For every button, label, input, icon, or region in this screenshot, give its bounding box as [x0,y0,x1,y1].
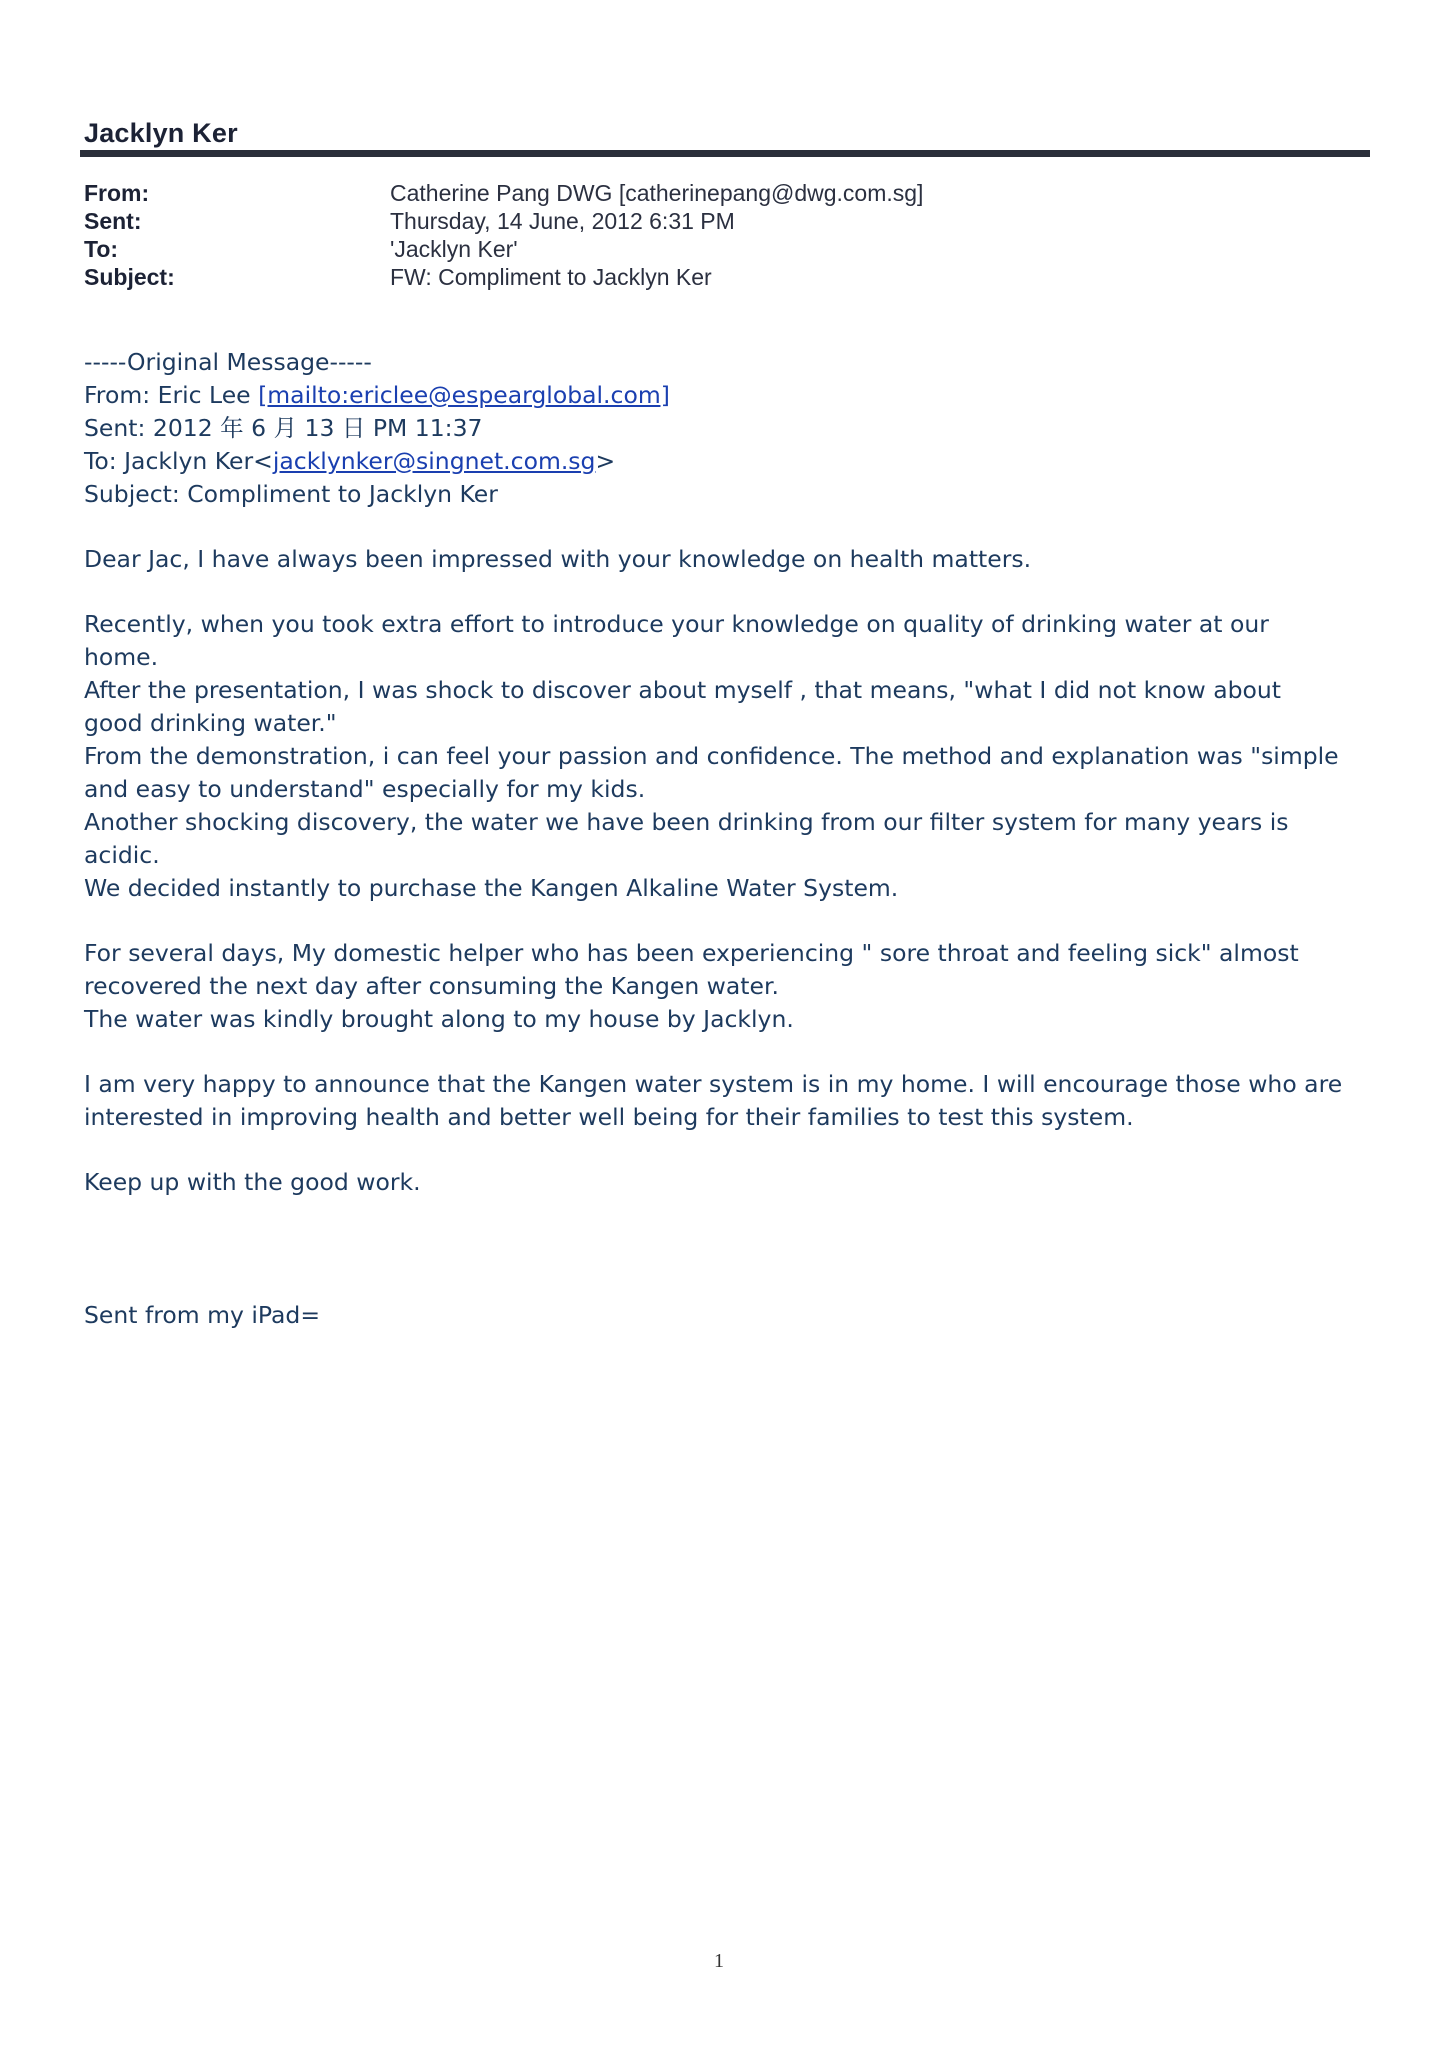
body-paragraph-2-line: home. [84,643,159,671]
to-value: 'Jacklyn Ker' [390,236,518,262]
body-paragraph-2-line: From the demonstration, i can feel your passion and confidence. The method and explanation was "simple [84,742,1339,770]
body-paragraph-2-line: Recently, when you took extra effort to introduce your knowledge on quality of drinking water at our [84,610,1269,638]
body-paragraph-3-line: For several days, My domestic helper who has been experiencing " sore throat and feeling sick" almost [84,939,1299,967]
original-from-prefix: From: Eric Lee [84,381,259,409]
original-to-email-link[interactable]: jacklynker@singnet.com.sg [272,447,596,475]
from-label: From: [84,180,150,206]
subject-value: FW: Compliment to Jacklyn Ker [390,264,712,290]
body-paragraph-3-line: recovered the next day after consuming the Kangen water. [84,972,779,1000]
body-paragraph-2-line: After the presentation, I was shock to discover about myself , that means, "what I did not know about [84,676,1281,704]
sent-value: Thursday, 14 June, 2012 6:31 PM [390,208,735,234]
body-paragraph-1: Dear Jac, I have always been impressed with your knowledge on health matters. [84,545,1032,573]
email-body [84,346,1374,1332]
header-subject-row [84,264,1334,292]
body-paragraph-2-line: good drinking water." [84,709,337,737]
body-paragraph-2-line: We decided instantly to purchase the Kangen Alkaline Water System. [84,874,899,902]
email-signature: Sent from my iPad= [84,1301,321,1329]
body-paragraph-3-line: The water was kindly brought along to my house by Jacklyn. [84,1005,794,1033]
document-title: Jacklyn Ker [84,118,238,148]
body-paragraph-2-line: acidic. [84,841,160,869]
original-from-line [84,379,1374,412]
original-subject-line: Subject: Compliment to Jacklyn Ker [84,480,498,508]
original-from-mailto-link[interactable]: [mailto:ericlee@espearglobal.com] [258,381,670,409]
title-divider [80,150,1370,157]
email-header [84,180,1334,292]
body-paragraph-4-line: I am very happy to announce that the Kangen water system is in my home. I will encourage those who are [84,1070,1343,1098]
to-label: To: [84,236,119,262]
original-to-line [84,445,1374,478]
sent-label: Sent: [84,208,142,234]
original-to-prefix: To: Jacklyn Ker< [84,447,273,475]
body-paragraph-5: Keep up with the good work. [84,1168,421,1196]
body-paragraph-2-line: Another shocking discovery, the water we have been drinking from our filter system for many years is [84,808,1289,836]
original-sent-line: Sent: 2012 年 6 月 13 日 PM 11:37 [84,414,483,442]
header-from-row [84,180,1334,208]
original-to-suffix: > [595,447,616,475]
from-value: Catherine Pang DWG [catherinepang@dwg.com.sg] [390,180,924,206]
header-to-row [84,236,1334,264]
body-paragraph-4-line: interested in improving health and better well being for their families to test this system. [84,1103,1134,1131]
original-message-separator: -----Original Message----- [84,348,372,376]
subject-label: Subject: [84,264,175,290]
header-sent-row [84,208,1334,236]
body-paragraph-2-line: and easy to understand" especially for my kids. [84,775,646,803]
page-number: 1 [714,1950,724,1972]
